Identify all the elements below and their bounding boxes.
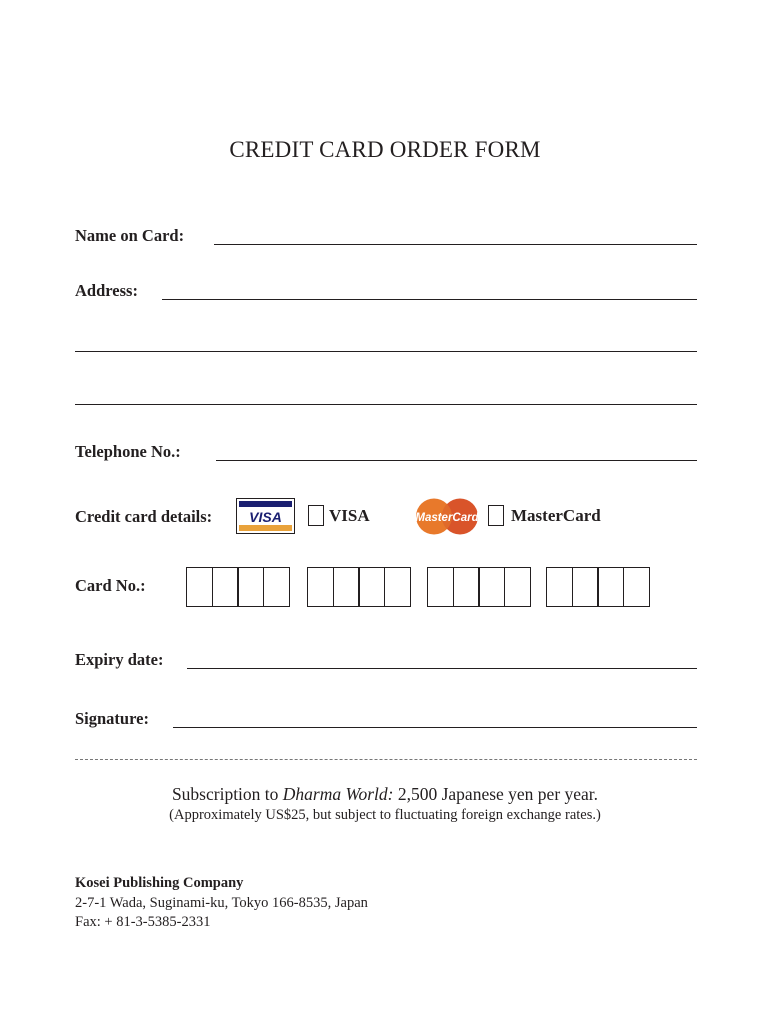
card-digit-box[interactable] (504, 567, 531, 607)
name-on-card-label: Name on Card: (75, 226, 185, 245)
card-number-group-3 (427, 567, 530, 607)
publisher-name: Kosei Publishing Company (75, 875, 244, 891)
card-digit-box[interactable] (237, 567, 264, 607)
credit-card-details-label: Credit card details: (75, 507, 213, 526)
card-number-group-1 (186, 567, 289, 607)
card-digit-box[interactable] (263, 567, 290, 607)
card-digit-box[interactable] (453, 567, 480, 607)
card-digit-box[interactable] (358, 567, 385, 607)
address-field-line-1[interactable] (162, 299, 697, 300)
name-on-card-field[interactable] (214, 244, 697, 245)
mastercard-logo-text: MasterCard (415, 512, 479, 524)
expiry-date-label: Expiry date: (75, 650, 164, 669)
publisher-fax: Fax: + 81-3-5385-2331 (75, 914, 211, 930)
card-digit-box[interactable] (427, 567, 454, 607)
address-field-line-2[interactable] (75, 351, 697, 352)
card-digit-box[interactable] (212, 567, 239, 607)
card-digit-box[interactable] (572, 567, 599, 607)
form-title: CREDIT CARD ORDER FORM (229, 137, 541, 162)
publication-title: Dharma World: (282, 784, 394, 804)
subscription-line (0, 784, 770, 805)
address-field-line-3[interactable] (75, 404, 697, 405)
card-number-group-2 (307, 567, 410, 607)
card-number-group-4 (546, 567, 649, 607)
mastercard-label: MasterCard (511, 506, 601, 525)
publisher-address: 2-7-1 Wada, Suginami-ku, Tokyo 166-8535, Japan (75, 895, 368, 911)
signature-label: Signature: (75, 709, 149, 728)
card-digit-box[interactable] (478, 567, 505, 607)
signature-field[interactable] (173, 727, 697, 728)
telephone-label: Telephone No.: (75, 442, 181, 461)
telephone-field[interactable] (216, 460, 697, 461)
cut-line-divider (75, 759, 697, 760)
card-digit-box[interactable] (384, 567, 411, 607)
mastercard-logo (413, 497, 481, 536)
expiry-date-field[interactable] (187, 668, 697, 669)
visa-label: VISA (329, 506, 370, 525)
subscription-prefix: Subscription to (171, 784, 283, 804)
visa-logo-text: VISA (249, 509, 282, 525)
subscription-note: (Approximately US$25, but subject to fluctuating foreign exchange rates.) (169, 807, 601, 823)
card-digit-box[interactable] (307, 567, 334, 607)
visa-checkbox[interactable] (308, 505, 324, 526)
card-digit-box[interactable] (623, 567, 650, 607)
card-digit-box[interactable] (186, 567, 213, 607)
address-label: Address: (75, 281, 138, 300)
card-number-label: Card No.: (75, 576, 146, 595)
card-digit-box[interactable] (333, 567, 360, 607)
card-digit-box[interactable] (546, 567, 573, 607)
card-digit-box[interactable] (597, 567, 624, 607)
visa-logo (236, 498, 295, 534)
mastercard-checkbox[interactable] (488, 505, 504, 526)
subscription-price: 2,500 Japanese yen per year. (393, 784, 599, 804)
